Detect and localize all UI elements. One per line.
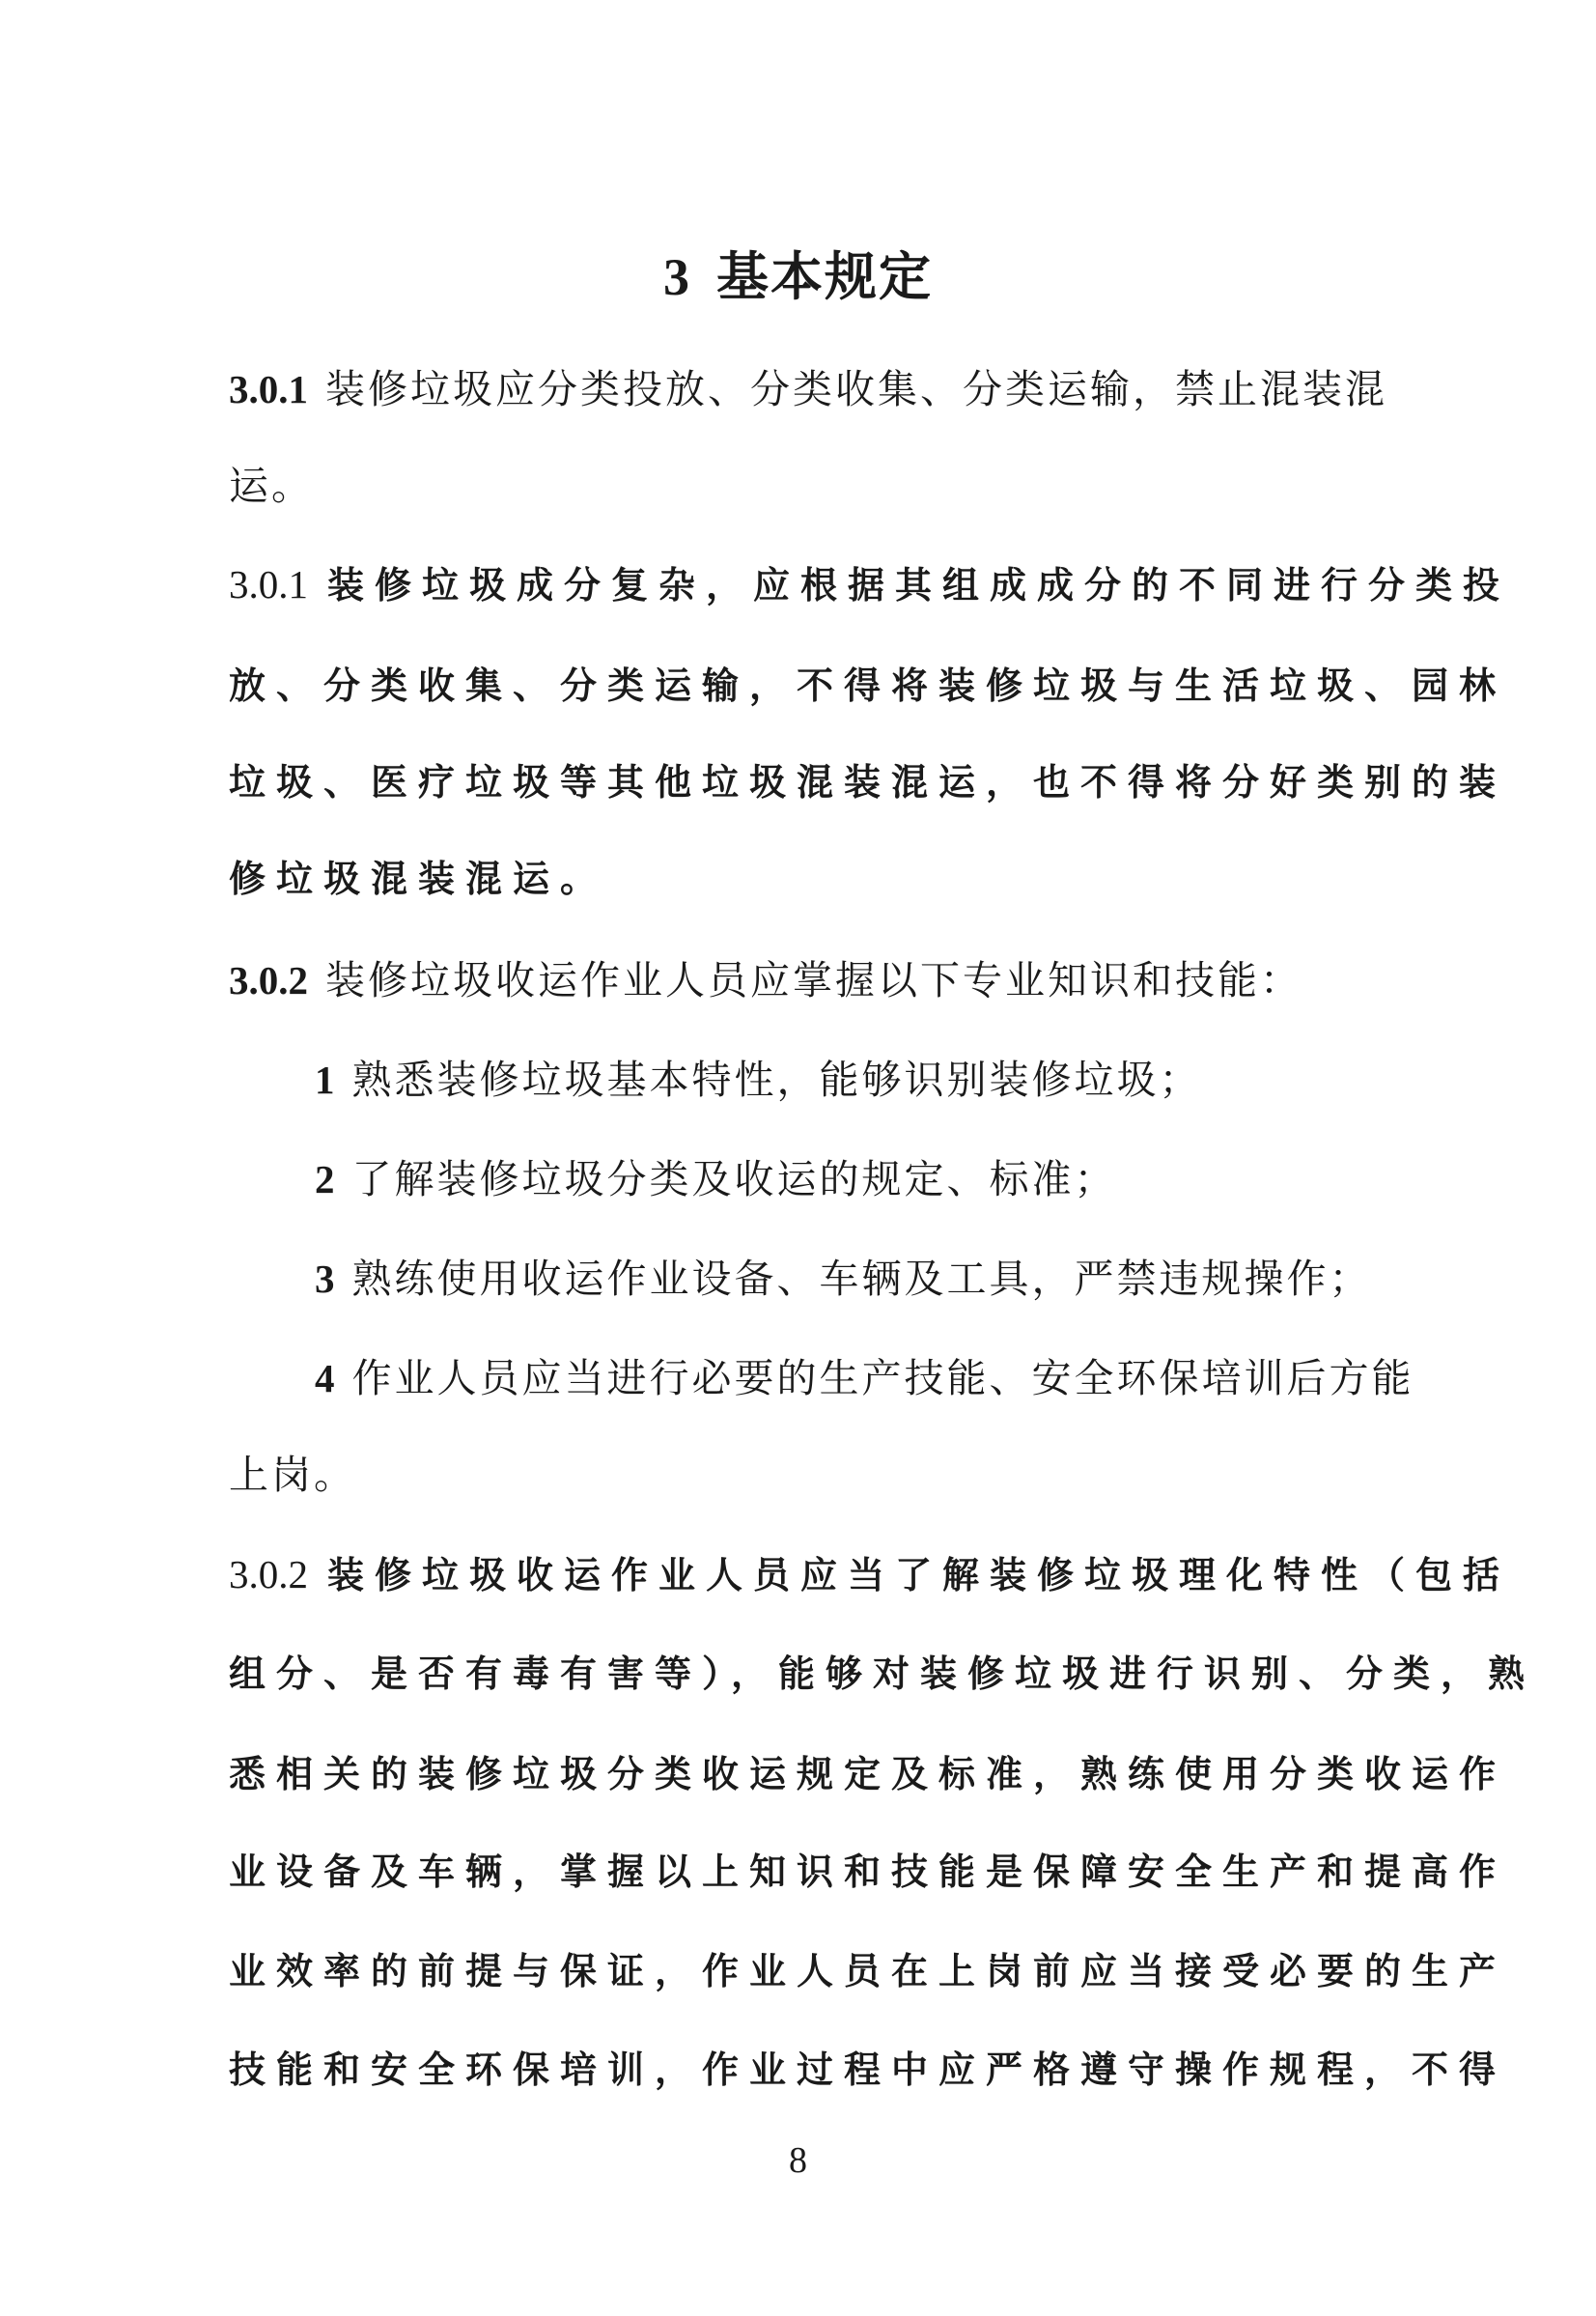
list-item [315, 1255, 1372, 1303]
clause-text: 装修垃圾应分类投放、分类收集、分类运输，禁止混装混 [325, 367, 1387, 411]
explanation-number: 3.0.2 [229, 1552, 308, 1596]
list-item-text: 了解装修垃圾分类及收运的规定、标准； [351, 1157, 1117, 1201]
explanation-3-0-2-line-4: 业设备及车辆，掌握以上知识和技能是保障安全生产和提高作 [229, 1850, 1507, 1893]
list-item-number: 4 [315, 1356, 335, 1400]
explanation-3-0-2-line-1 [229, 1550, 1510, 1599]
list-item-text: 作业人员应当进行必要的生产技能、安全环保培训后方能 [351, 1356, 1414, 1400]
section-title [0, 246, 1596, 308]
clause-3-0-2-line-1 [229, 956, 1302, 1004]
clause-3-0-1-line-2: 运。 [229, 464, 314, 508]
explanation-3-0-2-line-6: 技能和安全环保培训，作业过程中应严格遵守操作规程，不得 [229, 2048, 1507, 2091]
explanation-3-0-1-line-1 [229, 560, 1510, 609]
page-number: 8 [789, 2140, 807, 2181]
list-item-text: 熟练使用收运作业设备、车辆及工具，严禁违规操作； [351, 1257, 1372, 1301]
clause-number: 3.0.1 [229, 367, 308, 411]
list-item [315, 1056, 1202, 1104]
section-title-text: 基本规定 [716, 246, 933, 307]
list-item-continuation: 上岗。 [229, 1453, 356, 1497]
explanation-3-0-2-line-3: 悉相关的装修垃圾分类收运规定及标准，熟练使用分类收运作 [229, 1753, 1507, 1795]
explanation-3-0-1-line-2: 放、分类收集、分类运输，不得将装修垃圾与生活垃圾、园林 [229, 664, 1507, 707]
explanation-3-0-1-line-4: 修垃圾混装混运。 [229, 858, 608, 900]
clause-3-0-1-line-1 [229, 365, 1387, 413]
clause-number: 3.0.2 [229, 958, 308, 1003]
list-item-number: 3 [315, 1257, 335, 1301]
explanation-3-0-2-line-5: 业效率的前提与保证，作业人员在上岗前应当接受必要的生产 [229, 1950, 1507, 1992]
list-item-number: 1 [315, 1058, 335, 1102]
list-item-text: 熟悉装修垃圾基本特性，能够识别装修垃圾； [351, 1058, 1202, 1102]
section-number: 3 [663, 248, 691, 306]
explanation-number: 3.0.1 [229, 562, 308, 607]
explanation-3-0-2-line-2: 组分、是否有毒有害等），能够对装修垃圾进行识别、分类，熟 [229, 1652, 1536, 1695]
list-item [315, 1155, 1117, 1203]
list-item [315, 1354, 1414, 1402]
explanation-text: 装修垃圾收运作业人员应当了解装修垃圾理化特性（包括 [327, 1554, 1511, 1596]
explanation-3-0-1-line-3: 垃圾、医疗垃圾等其他垃圾混装混运，也不得将分好类别的装 [229, 761, 1507, 804]
clause-text: 装修垃圾收运作业人员应掌握以下专业知识和技能： [325, 958, 1302, 1003]
list-item-number: 2 [315, 1157, 335, 1201]
explanation-text: 装修垃圾成分复杂，应根据其组成成分的不同进行分类投 [327, 564, 1511, 607]
